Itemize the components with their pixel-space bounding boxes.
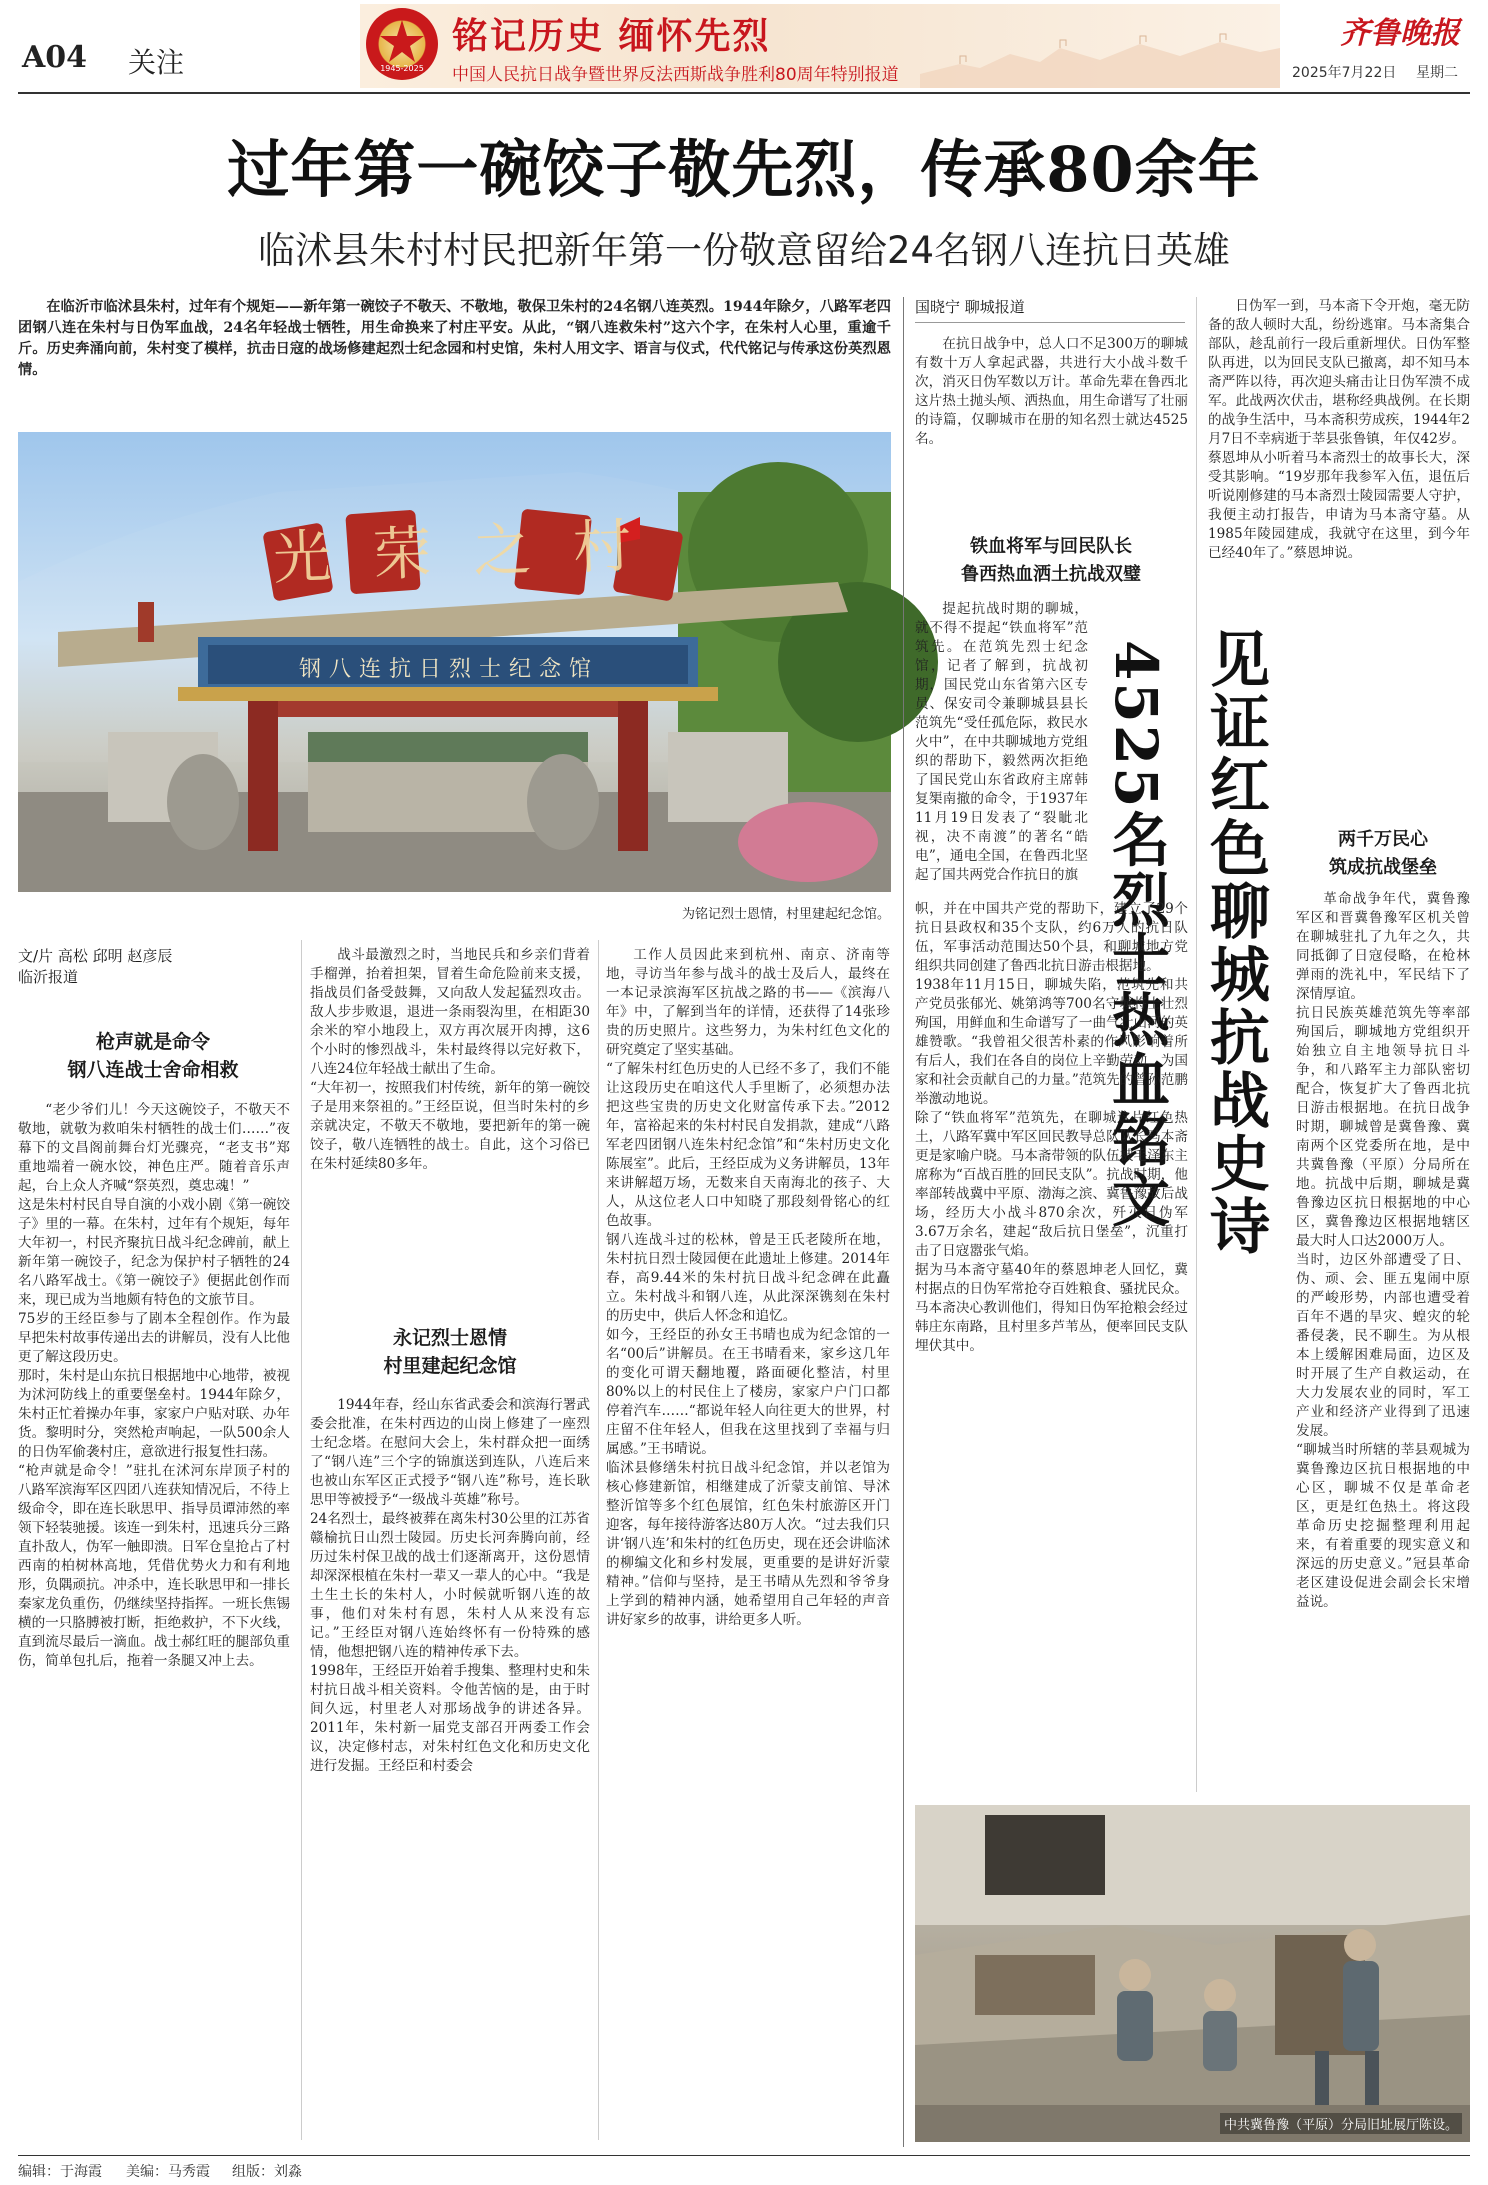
- photo1-caption: 为铭记烈士恩情，村里建起纪念馆。: [681, 907, 890, 922]
- lead-headline: 过年第一碗饺子敬先烈，传承80余年: [227, 133, 1261, 206]
- column-divider: [598, 940, 599, 2140]
- masthead-rule: [18, 92, 1470, 94]
- lead-column-2a: 战斗最激烈之时，当地民兵和乡亲们背着手榴弹，抬着担架，冒着生命危险前来支援，指战员们备受鼓舞，又向敌人发起猛烈攻击。敌人步步败退，退进一条雨裂沟里，在相距30余米的窄小地段上，双方再次展开肉搏，这6个小时的惨烈战斗，朱村最终得以完好救下，八连24位年轻战士献出了生命。 “大年初一，按照我们村传统，新年的第一碗饺子是用来祭祖的。”王经臣说，但当时朱村的乡亲就决定，不敬天不敬地，要把新年的第一碗饺子，敬八连牺牲的战士。自此，这个习俗已在朱村延续80多年。: [310, 947, 590, 1172]
- lead-subhead-2: 永记烈士恩情 村里建起纪念馆: [383, 1327, 517, 1377]
- byline-rule: [915, 322, 1185, 323]
- masthead: [0, 0, 1488, 95]
- diorama-illustration: [915, 1805, 1470, 2142]
- second-subhead-b: 两千万民心 筑成抗战堡垒: [1329, 829, 1437, 878]
- arch-text: 光荣之村: [272, 510, 675, 593]
- second-column-b2: 革命战争年代，冀鲁豫军区和晋冀鲁豫军区机关曾在聊城驻扎了九年之久，共同抵御了日寇侵略，在枪林弹雨的洗礼中，军民结下了深情厚谊。 抗日民族英雄范筑先等率部殉国后，聊城地方党组织开始独立自主地领导抗日斗争，和八路军主力部队密切配合，恢复扩大了鲁西北抗日游击根据地。在抗日战争时期，聊城曾是冀鲁豫、冀南两个区党委所在地，是中共冀鲁豫（平原）分局所在地。抗战中后期，聊城是冀鲁豫边区抗日根据地的中心区，冀鲁豫边区根据地辖区最大时人口达2000万人。 当时，边区外部遭受了日、伪、顽、会、匪五鬼闹中原的严峻形势，内部也遭受着百年不遇的旱灾、蝗灾的轮番侵袭，民不聊生。为从根本上缓解困难局面，边区及时开展了生产自救运动，在大力发展农业的同时，军工产业和经济产业得到了迅速发展。 “聊城当时所辖的莘县观城为冀鲁豫边区抗日根据地的中心区，聊城不仅是革命老区，更是红色热土。将这段革命历史挖掘整理利用起来，有着重要的现实意义和深远的历史意义。”冠县革命老区建设促进会副会长宋增益说。: [1296, 891, 1470, 1610]
- issue-weekday: 星期二: [1416, 65, 1458, 81]
- lead-intro: 在临沂市临沭县朱村，过年有个规矩——新年第一碗饺子不敬天、不敬地，敬保卫朱村的24名钢八连英烈。1944年除夕，八路军老四团钢八连在朱村与日伪军血战，24名年轻战士牺牲，用生命换来了村庄平安。从此，“钢八连救朱村”这六个字，在朱村人心里，重逾千斤。历史奔涌向前，朱村变了模样，抗击日寇的战场修建起烈士纪念园和村史馆，朱村人用文字、语言与仪式，代代铭记与传承这份英烈恩情。: [18, 299, 891, 378]
- lead-subheadline: 临沭县朱村村民把新年第一份敬意留给24名钢八连抗日英雄: [257, 229, 1231, 272]
- footer-editor: 编辑：于海霞: [18, 2164, 102, 2180]
- memorial-hall-photo: [18, 432, 891, 892]
- vertical-title-2: 4525名烈士热血铭文: [1102, 640, 1170, 1230]
- story-divider: [903, 297, 904, 2147]
- second-column-a2: 提起抗战时期的聊城，就不得不提起“铁血将军”范筑先。在范筑先烈士纪念馆，记者了解到，抗战初期，国民党山东省第六区专员、保安司令兼聊城县县长范筑先“受任孤危际，救民水火中”，在中共聊城地方党组织的帮助下，毅然两次拒绝了国民党山东省政府主席韩复榘南撤的命令，于1937年11月19日发表了“裂眦北视，决不南渡”的著名“皓电”，通电全国，在鲁西北坚起了国共两党合作抗日的旗: [915, 601, 1088, 883]
- lead-byline: 文/片 高松 邱明 赵彦辰 临沂报道: [18, 947, 173, 986]
- paper-logo: 齐鲁晚报: [1340, 16, 1460, 51]
- gate-sign: 钢八连抗日烈士纪念馆: [298, 657, 599, 682]
- column-divider: [301, 940, 302, 2140]
- footer-layout: 组版：刘淼: [232, 2164, 302, 2180]
- lead-subhead-1: 枪声就是命令 钢八连战士舍命相救: [67, 1031, 239, 1081]
- column-divider: [1196, 297, 1197, 1792]
- exhibition-photo: [915, 1805, 1470, 2142]
- photo2-caption: 中共冀鲁豫（平原）分局旧址展厅陈设。: [1220, 2113, 1462, 2134]
- second-column-b1: 日伪军一到，马本斋下令开炮，毫无防备的敌人顿时大乱，纷纷逃窜。马本斋集合部队，趁乱前行一段后重新埋伏。日伪军整队再进，以为回民支队已撤离，却不知马本斋严阵以待，再次迎头痛击让日伪军溃不成军。此战两次伏击，堪称经典战例。在长期的战争生活中，马本斋积劳成疾，1944年2月7日不幸病逝于莘县张鲁镇，年仅42岁。 蔡恩坤从小听着马本斋烈士的故事长大，深受其影响。“19岁那年我参军入伍，退伍后听说刚修建的马本斋烈士陵园需要人守护，我便主动打报告，申请为马本斋守墓。从1985年陵园建成，我就守在这里，到今年已经40年了。”蔡恩坤说。: [1208, 298, 1470, 561]
- section-label: 关注: [128, 46, 185, 79]
- lead-column-2b: 1944年春，经山东省武委会和滨海行署武委会批准，在朱村西边的山岗上修建了一座烈士纪念塔。在慰问大会上，朱村群众把一面绣了“钢八连”三个字的锦旗送到连队，八连后来也被山东军区正式授予“钢八连”称号，连长耿思甲等被授予“一级战斗英雄”称号。 24名烈士，最终被葬在离朱村30公里的江苏省赣榆抗日山烈士陵园。历史长河奔腾向前，经历过朱村保卫战的战士们逐渐离开，这份恩情却深深根植在朱村一辈又一辈人的心中。“我是土生土长的朱村人，小时候就听钢八连的故事，他们对朱村有恩，朱村人从来没有忘记。”王经臣对钢八连始终怀有一份特殊的感情，他想把钢八连的精神传承下去。 1998年，王经臣开始着手搜集、整理村史和朱村抗日战斗相关资料。令他苦恼的是，由于时间久远，村里老人对那场战争的讲述各异。2011年，朱村新一届党支部召开两委工作会议，决定修村志，对朱村红色文化和历史文化进行发掘。王经臣和村委会: [310, 1397, 590, 1774]
- banner-title: 铭记历史 缅怀先烈: [452, 15, 771, 57]
- lead-column-1: “老少爷们儿！今天这碗饺子，不敬天不敬地，就敬为救咱朱村牺牲的战士们……”夜幕下的文昌阁前舞台灯光骤亮，“老支书”郑重地端着一碗水饺，神色庄严。随着音乐声起，台上众人齐喊“祭英烈，奠忠魂！” 这是朱村村民自导自演的小戏小剧《第一碗饺子》里的一幕。在朱村，过年有个规矩，每年大年初一，村民齐聚抗日战斗纪念碑前，献上新年第一碗饺子，纪念为保护村子牺牲的24名八路军战士。《第一碗饺子》便据此创作而来，现已成为当地颇有特色的文旅节目。 75岁的王经臣参与了剧本全程创作。作为最早把朱村故事传递出去的讲解员，没有人比他更了解这段历史。 那时，朱村是山东抗日根据地中心地带，被视为沭河防线上的重要堡垒村。1944年除夕，朱村正忙着操办年事，家家户户贴对联、办年货。黎明时分，突然枪声响起，一队500余人的日伪军偷袭村庄，意欲进行报复性扫荡。 “枪声就是命令！”驻扎在沭河东岸顶子村的八路军滨海军区四团八连获知情况后，不待上级命令，即在连长耿思甲、指导员谭沛然的率领下轻装驰援。该连一到朱村，迅速兵分三路直扑敌人，伪军一触即溃。日军仓皇抢占了村西南的柏树林高地，凭借优势火力和有利地形，负隅顽抗。冲杀中，连长耿思甲和一排长秦家龙负重伤，仍继续坚持指挥。一班长焦锡横的一只胳膊被打断，拒绝救护，不下火线，直到流尽最后一滴血。战士郝红旺的腿部负重伤，简单包扎后，拖着一条腿又冲上去。: [18, 1102, 290, 1669]
- page-number: A04: [22, 40, 88, 75]
- second-column-a1: 在抗日战争中，总人口不足300万的聊城有数十万人拿起武器，共进行大小战斗数千次，消灭日伪军数以万计。革命先辈在鲁西北这片热土抛头颅、洒热血，用生命谱写了壮丽的诗篇，仅聊城市在册的知名烈士就达4525名。: [915, 336, 1188, 447]
- footer-art-editor: 美编：马秀霞: [126, 2164, 210, 2180]
- banner-subtitle: 中国人民抗日战争暨世界反法西斯战争胜利80周年特别报道: [452, 65, 899, 85]
- second-byline: 国晓宁 聊城报道: [915, 298, 1025, 316]
- emblem-years: 1945-2025: [380, 64, 424, 73]
- footer-rule: [18, 2155, 1470, 2156]
- vertical-title-1: 见证红色聊城抗战史诗: [1200, 628, 1270, 1258]
- second-subhead-a: 铁血将军与回民队长 鲁西热血洒土抗战双璧: [961, 536, 1141, 585]
- anniversary-emblem: [366, 8, 438, 80]
- issue-date: 2025年7月22日: [1292, 65, 1397, 81]
- second-column-a2-cont: 帜，并在中国共产党的帮助下，建立了29个抗日县政权和35个支队，约6万人的抗日队伍，军事活动范围达50个县，和聊城地方党组织共同创建了鲁西北抗日游击根据地。 1938年11月15日，聊城失陷，范筑先和共产党员张郁光、姚第鸿等700名守城将士壮烈殉国，用鲜血和生命谱写了一曲气壮山河的英雄赞歌。“我曾祖父很苦朴素的作风影响着所有后人，我们在各自的岗位上辛勤劳动，为国家和社会贡献自己的力量。”范筑先的曾孙范鹏举激动地说。 除了“铁血将军”范筑先，在聊城这片红色热土，八路军冀中军区回民教导总队队长马本斋更是家喻户晓。马本斋带领的队伍被毛泽东主席称为“百战百胜的回民支队”。抗战时期，他率部转战冀中平原、渤海之滨、冀鲁豫故后战场，经历大小战斗870余次，歼灭日伪军3.67万余名，建起“敌后抗日堡垒”，沉重打击了日寇嚣张气焰。 据为马本斋守墓40年的蔡恩坤老人回忆，冀村据点的日伪军常抢夺百姓粮食、骚扰民众。马本斋决心教训他们，得知日伪军抢粮会经过韩庄东南路，且村里多芦苇丛，便率回民支队埋伏其中。: [915, 901, 1188, 1354]
- lead-column-3: 工作人员因此来到杭州、南京、济南等地，寻访当年参与战斗的战士及后人，最终在一本记录滨海军区抗战之路的书——《滨海八年》中，了解到当年的详情，还获得了14张珍贵的历史照片。这些努力，为朱村红色文化的研究奠定了坚实基础。 “了解朱村红色历史的人已经不多了，我们不能让这段历史在咱这代人手里断了，必须想办法把这些宝贵的历史文化财富传承下去。”2012年，富裕起来的朱村村民自发捐款，建成“八路军老四团钢八连朱村纪念馆”和“朱村历史文化陈展室”。此后，王经臣成为义务讲解员，13年来讲解超万场，无数来自天南海北的孩子、大人，从这位老人口中知晓了那段刻骨铭心的红色故事。 钢八连战斗过的松林，曾是王氏老陵所在地，朱村抗日烈士陵园便在此遗址上修建。2014年春，高9.44米的朱村抗日战斗纪念碑在此矗立。朱村战斗和钢八连，从此深深镌刻在朱村的历史中，供后人怀念和追忆。 如今，王经臣的孙女王书晴也成为纪念馆的一名“00后”讲解员。在王书晴看来，家乡这几年的变化可谓天翻地覆，路面硬化整洁，村里80%以上的村民住上了楼房，家家户户门口都停着汽车……“都说年轻人向往更大的世界，村庄留不住年轻人，但我在这里找到了幸福与归属感。”王书晴说。 临沭县修缮朱村抗日战斗纪念馆，并以老馆为核心修建新馆，相继建成了沂蒙支前馆、导沭整沂馆等多个红色展馆，红色朱村旅游区开门迎客，每年接待游客达80万人次。“过去我们只讲‘钢八连’和朱村的红色历史，现在还会讲临沭的柳编文化和乡村发展，更重要的是讲好沂蒙精神。”信仰与坚持，是王书晴从先烈和爷爷身上学到的精神内涵，她希望用自己年轻的声音讲好家乡的故事，讲给更多人听。: [606, 947, 890, 1628]
